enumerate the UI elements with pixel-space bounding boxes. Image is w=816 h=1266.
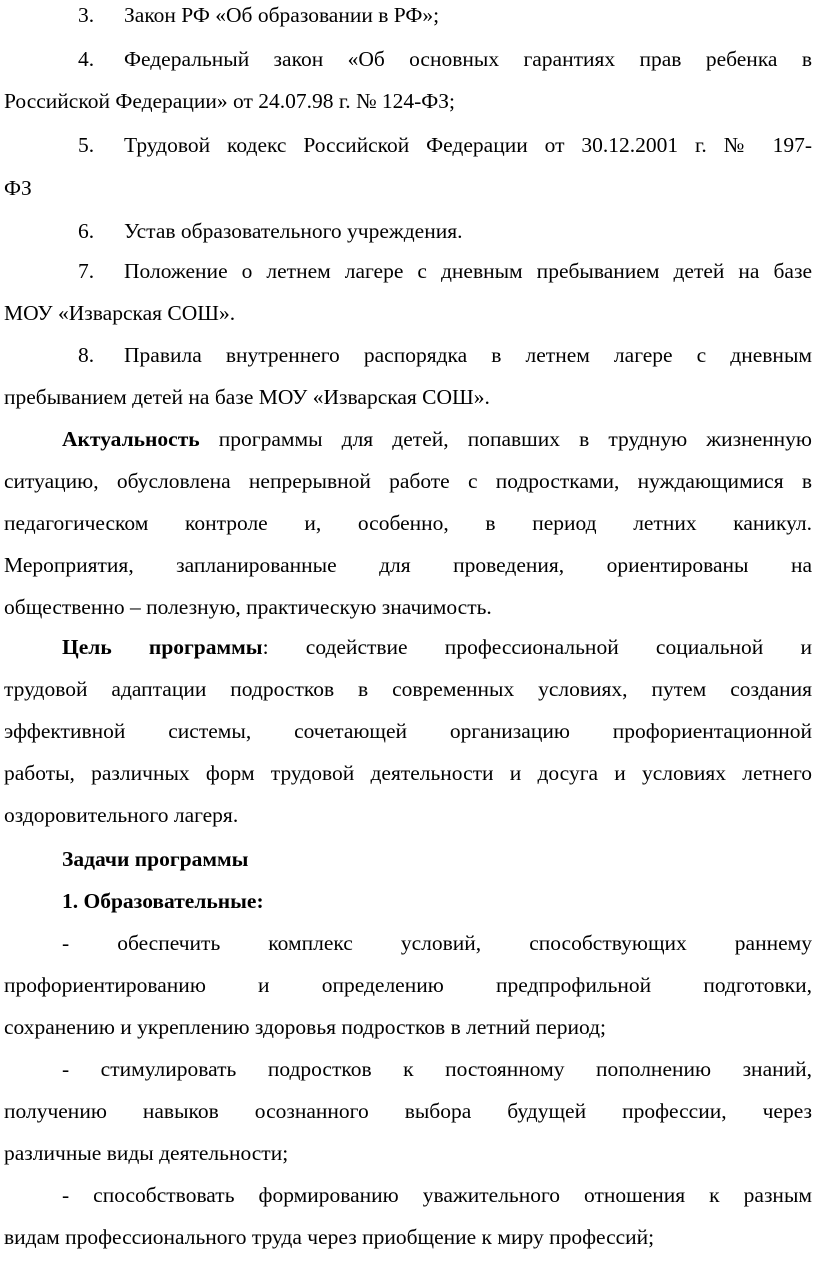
task-text: профориентированию и определению предпрофильной подготовки, <box>4 973 812 997</box>
relevance-text: ситуацию, обусловлена непрерывной работе с подростками, нуждающимися в <box>4 469 812 493</box>
goal-label: Цель программы <box>62 635 263 659</box>
list-text: Положение о летнем лагере с дневным пребыванием детей на базе <box>124 259 812 283</box>
task-text: - обеспечить комплекс условий, способствующих раннему <box>62 931 812 955</box>
list-text: ФЗ <box>4 176 32 200</box>
list-text: Правила внутреннего распорядка в летнем лагере с дневным <box>124 343 812 367</box>
goal-text: эффективной системы, сочетающей организацию профориентационной <box>4 719 812 743</box>
list-number: 4. <box>78 47 95 71</box>
relevance-label: Актуальность <box>62 427 200 451</box>
list-text: Закон РФ «Об образовании в РФ»; <box>124 3 440 27</box>
list-text: пребыванием детей на базе МОУ «Изварская СОШ». <box>4 385 490 409</box>
task-text: различные виды деятельности; <box>4 1141 289 1165</box>
task-text: - стимулировать подростков к постоянному пополнению знаний, <box>62 1057 812 1081</box>
relevance-text: педагогическом контроле и, особенно, в период летних каникул. <box>4 511 812 535</box>
goal-text: трудовой адаптации подростков в современных условиях, путем создания <box>4 677 812 701</box>
list-text: Трудовой кодекс Российской Федерации от 30.12.2001 г. № 197- <box>124 133 812 157</box>
task-text: сохранению и укреплению здоровья подростков в летний период; <box>4 1015 607 1039</box>
section-subheading: 1. Образовательные: <box>62 889 264 913</box>
list-number: 8. <box>78 343 95 367</box>
task-text: - способствовать формированию уважительного отношения к разным <box>62 1183 812 1207</box>
list-number: 6. <box>78 219 95 243</box>
goal-line <box>62 632 812 662</box>
list-text: Российской Федерации» от 24.07.98 г. № 124-ФЗ; <box>4 89 456 113</box>
goal-text: работы, различных форм трудовой деятельности и досуга и условиях летнего <box>4 761 812 785</box>
relevance-text: Мероприятия, запланированные для проведения, ориентированы на <box>4 553 812 577</box>
list-text: Федеральный закон «Об основных гарантиях прав ребенка в <box>124 47 812 71</box>
goal-text: оздоровительного лагеря. <box>4 803 239 827</box>
relevance-line <box>62 424 812 454</box>
list-number: 5. <box>78 133 95 157</box>
task-text: получению навыков осознанного выбора будущей профессии, через <box>4 1099 812 1123</box>
task-text: видам профессионального труда через приобщение к миру профессий; <box>4 1225 655 1249</box>
goal-text: : содействие профессиональной социальной и <box>262 635 812 659</box>
section-heading: Задачи программы <box>62 847 249 871</box>
list-text: МОУ «Изварская СОШ». <box>4 301 236 325</box>
list-number: 3. <box>78 3 95 27</box>
relevance-text: программы для детей, попавших в трудную жизненную <box>199 427 812 451</box>
relevance-text: общественно – полезную, практическую значимость. <box>4 595 492 619</box>
list-text: Устав образовательного учреждения. <box>124 219 463 243</box>
list-number: 7. <box>78 259 95 283</box>
